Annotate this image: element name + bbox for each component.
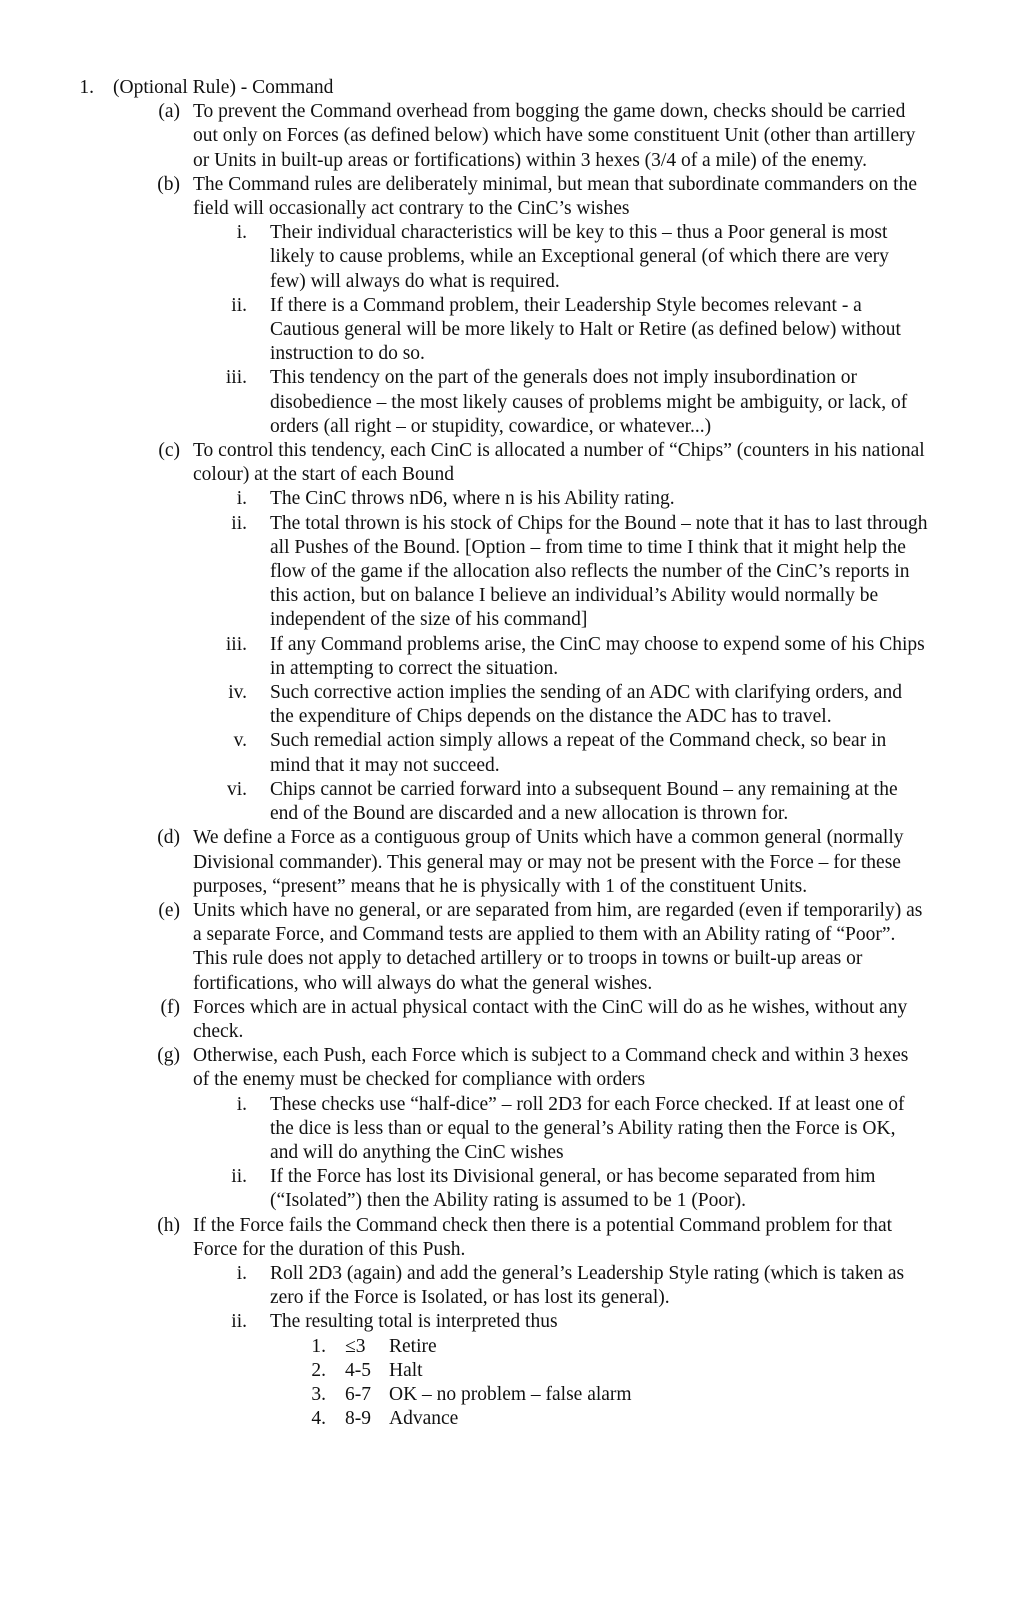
section-item-text: If the Force fails the Command check then there is a potential Command problem for that Force for the duration of this Push.	[193, 1214, 893, 1260]
section-item-text: The Command rules are deliberately minimal, but mean that subordinate commanders on the field will occasionally act contrary to the CinC’s wishes	[193, 173, 917, 220]
subsection-item-text: If there is a Command problem, their Leadership Style becomes relevant - a Cautious general will be more likely to Halt or Retire (as defined below) without instruction to do so.	[270, 294, 901, 365]
section-item-label: (h)	[157, 1214, 180, 1236]
subsection-item	[0, 681, 1028, 729]
result-text	[345, 1359, 928, 1383]
subsection-item-text: Chips cannot be carried forward into a subsequent Bound – any remaining at the end of the Bound are discarded and a new allocation is thrown for.	[270, 778, 898, 825]
subsection-item	[0, 512, 1028, 633]
subsection-item-label: ii.	[231, 512, 247, 534]
section-item	[0, 1214, 1028, 1262]
section-item	[0, 826, 1028, 899]
subsection-item-label: vi.	[226, 778, 247, 800]
result-range: 8-9	[345, 1408, 371, 1430]
subsection-item-label: iii.	[225, 633, 247, 655]
subsection-item	[0, 221, 1028, 294]
result-number: 1.	[311, 1335, 326, 1357]
result-item	[0, 1359, 1028, 1383]
result-range: ≤3	[345, 1335, 366, 1357]
subsection-item-label: i.	[236, 1093, 247, 1115]
subsection-item	[0, 487, 1028, 511]
section-item-label: (b)	[157, 173, 180, 195]
subsection-item-text: The total thrown is his stock of Chips for the Bound – note that it has to last through all Pushes of the Bound. [Option – from time to time I think that it might help the flow of the game if the allocation also reflects the number of the CinC’s reports in this action, but on balance I believe an individual’s Ability would normally be independent of the size of his command]	[270, 512, 928, 631]
section-item-text: Otherwise, each Push, each Force which is subject to a Command check and within 3 hexes of the enemy must be checked for compliance with orders	[193, 1045, 909, 1091]
subsection-item-text: The resulting total is interpreted thus	[270, 1311, 558, 1333]
subsection-item-label: i.	[236, 222, 247, 244]
section-item	[0, 100, 1028, 173]
section-item-text: Forces which are in actual physical contact with the CinC will do as he wishes, without any check.	[193, 996, 908, 1042]
subsection-item	[0, 1310, 1028, 1334]
subsection-item-text: Their individual characteristics will be key to this – thus a Poor general is most likely to cause problems, while an Exceptional general (of which there are very few) will always do what is required.	[270, 222, 889, 292]
result-range: 4-5	[345, 1359, 371, 1381]
section-item-label: (c)	[158, 440, 180, 462]
section-item	[0, 996, 1028, 1044]
section-item	[0, 899, 1028, 996]
result-number: 3.	[311, 1383, 326, 1405]
rule-heading	[0, 76, 1028, 100]
subsection-item-label: ii.	[231, 1311, 247, 1333]
subsection-item	[0, 633, 1028, 681]
subsection-item-label: i.	[236, 1262, 247, 1284]
subsection-item-text: Roll 2D3 (again) and add the general’s Leadership Style rating (which is taken as zero if the Force is Isolated, or has lost its general).	[270, 1262, 905, 1309]
section-item-text: To control this tendency, each CinC is allocated a number of “Chips” (counters in his national colour) at the start of each Bound	[193, 440, 925, 486]
subsection-item	[0, 1165, 1028, 1213]
subsection-item	[0, 366, 1028, 439]
section-item-label: (g)	[157, 1045, 180, 1067]
subsection-item-label: iii.	[225, 367, 247, 389]
section-item-label: (a)	[158, 101, 180, 123]
rule-number: 1.	[79, 77, 94, 98]
subsection-item-text: If any Command problems arise, the CinC may choose to expend some of his Chips in attempting to correct the situation.	[270, 633, 925, 679]
subsection-item	[0, 1093, 1028, 1166]
section-item	[0, 439, 1028, 487]
result-number: 2.	[311, 1359, 326, 1381]
result-text	[345, 1383, 928, 1407]
subsection-item-label: i.	[236, 488, 247, 510]
subsection-item-label: iv.	[228, 682, 247, 704]
subsection-item-text: Such corrective action implies the sending of an ADC with clarifying orders, and the expenditure of Chips depends on the distance the ADC has to travel.	[270, 682, 902, 728]
subsection-item-label: v.	[233, 730, 247, 752]
subsection-item-label: ii.	[231, 1166, 247, 1188]
result-outcome: Retire	[389, 1335, 437, 1357]
rule-title: (Optional Rule) - Command	[113, 77, 334, 98]
result-item	[0, 1383, 1028, 1407]
subsection-item-text: If the Force has lost its Divisional general, or has become separated from him (“Isolated”) then the Ability rating is assumed to be 1 (Poor).	[270, 1166, 876, 1212]
section-item-label: (e)	[158, 899, 180, 921]
subsection-item	[0, 1262, 1028, 1310]
subsection-item	[0, 778, 1028, 826]
result-item	[0, 1407, 1028, 1431]
section-item	[0, 1044, 1028, 1092]
section-item-text: We define a Force as a contiguous group of Units which have a common general (normally Divisional commander). This general may or may not be present with the Force – for these purposes, “present” means that he is physically with 1 of the constituent Units.	[193, 827, 904, 897]
section-item	[0, 173, 1028, 221]
result-item	[0, 1335, 1028, 1359]
subsection-item-text: Such remedial action simply allows a repeat of the Command check, so bear in mind that it may not succeed.	[270, 730, 887, 776]
section-item-label: (f)	[160, 996, 180, 1018]
result-text	[345, 1407, 928, 1431]
section-item-text: Units which have no general, or are separated from him, are regarded (even if temporarily) as a separate Force, and Command tests are applied to them with an Ability rating of “Poor”. This rule does not apply to detached artillery or to troops in towns or built-up areas or fortifications, who will always do what the general wishes.	[193, 899, 923, 994]
subsection-item-text: The CinC throws nD6, where n is his Ability rating.	[270, 488, 675, 510]
result-number: 4.	[311, 1408, 326, 1430]
result-outcome: OK – no problem – false alarm	[389, 1383, 632, 1405]
subsection-item	[0, 729, 1028, 777]
subsection-item-text: This tendency on the part of the generals does not imply insubordination or disobedience – the most likely causes of problems might be ambiguity, or lack, of orders (all right – or stupidity, cowardice, or whatever...)	[270, 367, 908, 437]
subsection-item	[0, 294, 1028, 367]
subsection-item-text: These checks use “half-dice” – roll 2D3 for each Force checked. If at least one of the dice is less than or equal to the general’s Ability rating then the Force is OK, and will do anything the CinC wishes	[270, 1093, 905, 1163]
result-outcome: Advance	[389, 1408, 459, 1430]
document-page	[0, 76, 1028, 1431]
result-range: 6-7	[345, 1383, 371, 1405]
subsection-item-label: ii.	[231, 294, 247, 316]
section-item-label: (d)	[157, 827, 180, 849]
result-text	[345, 1335, 928, 1359]
result-outcome: Halt	[389, 1359, 423, 1381]
section-item-text: To prevent the Command overhead from bogging the game down, checks should be carried out only on Forces (as defined below) which have some constituent Unit (other than artillery or Units in built-up areas or fortifications) within 3 hexes (3/4 of a mile) of the enemy.	[193, 101, 916, 171]
